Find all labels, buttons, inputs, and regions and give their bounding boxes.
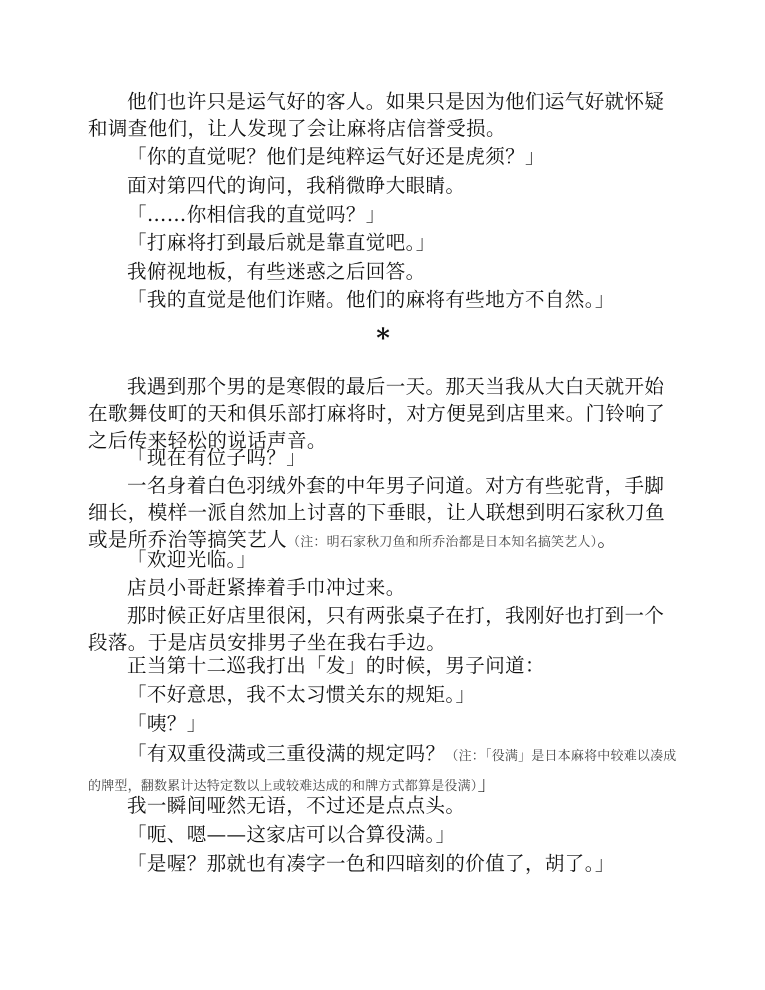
section-separator: * xyxy=(376,324,390,354)
paragraph-17 xyxy=(88,740,678,800)
paragraph-10-tail: 。 xyxy=(597,528,618,551)
paragraph-5: 「打麻将打到最后就是靠直觉吧。」 xyxy=(127,231,436,254)
paragraph-1: 他们也许只是运气好的客人。如果只是因为他们运气好就怀疑和调查他们，让人发现了会让麻将店信誉受损。 xyxy=(88,90,665,140)
paragraph-10 xyxy=(88,472,678,556)
paragraph-18: 我一瞬间哑然无语，不过还是点点头。 xyxy=(127,794,466,817)
paragraph-3: 面对第四代的询问，我稍微睁大眼睛。 xyxy=(127,174,466,197)
paragraph-11: 「欢迎光临。」 xyxy=(127,548,257,571)
paragraph-4: 「……你相信我的直觉吗？」 xyxy=(127,203,386,226)
paragraph-17-tail: 」 xyxy=(477,772,498,795)
paragraph-17-text: 「有双重役满或三重役满的规定吗？ xyxy=(127,742,446,765)
paragraph-6: 我俯视地板，有些迷惑之后回答。 xyxy=(127,260,426,283)
paragraph-13: 那时候正好店里很闲，只有两张桌子在打，我刚好也打到一个段落。于是店员安排男子坐在我右手边。 xyxy=(88,604,665,654)
paragraph-9: 「现在有位子吗？」 xyxy=(127,446,307,469)
paragraph-8: 我遇到那个男的是寒假的最后一天。那天当我从大白天就开始在歌舞伎町的天和俱乐部打麻将时，对方便晃到店里来。门铃响了之后传来轻松的说话声音。 xyxy=(88,375,666,452)
paragraph-20: 「是喔？那就也有凑字一色和四暗刻的价值了，胡了。」 xyxy=(127,852,615,875)
paragraph-16: 「咦？」 xyxy=(127,712,207,735)
paragraph-2: 「你的直觉呢？他们是纯粹运气好还是虎须？」 xyxy=(127,145,545,168)
paragraph-10-text: 一名身着白色羽绒外套的中年男子问道。对方有些驼背，手脚细长，模样一派自然加上讨喜的下垂眼，让人联想到明石家秋刀鱼或是所乔治等搞笑艺人 xyxy=(88,474,666,551)
paragraph-12: 店员小哥赶紧捧着手巾冲过来。 xyxy=(127,576,406,599)
paragraph-19: 「呃、嗯——这家店可以合算役满。」 xyxy=(127,823,456,846)
paragraph-14: 正当第十二巡我打出「发」的时候，男子问道： xyxy=(127,654,545,677)
paragraph-7: 「我的直觉是他们诈赌。他们的麻将有些地方不自然。」 xyxy=(127,288,615,311)
paragraph-15: 「不好意思，我不太习惯关东的规矩。」 xyxy=(127,683,476,706)
footnote-1: （注：明石家秋刀鱼和所乔治都是日本知名搞笑艺人） xyxy=(287,535,598,550)
footnote-2: （注：「役满」是日本麻将中较难以凑成的牌型，翻数累计达特定数以上或较难达成的和牌方式都算是役满） xyxy=(88,749,677,794)
